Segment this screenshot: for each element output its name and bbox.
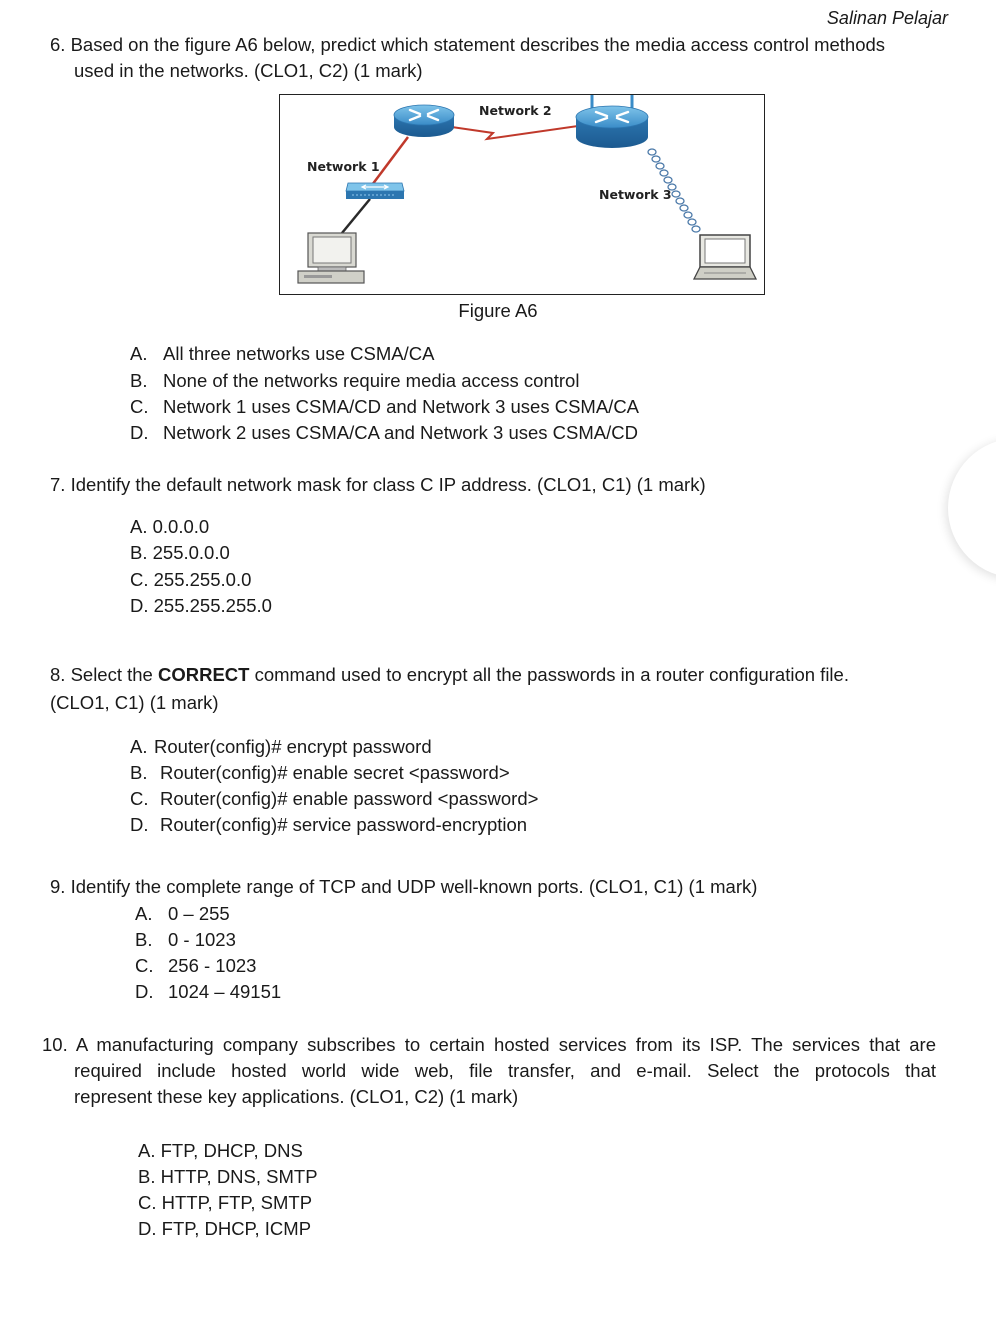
option-letter: B. [130,370,148,391]
q9-option-c [135,955,256,977]
q8-stem-emphasis: CORRECT [157,664,250,685]
q9-option-d [135,981,281,1003]
option-text: Router(config)# encrypt password [154,736,432,757]
option-text: Router(config)# enable secret <password> [160,762,510,783]
q7-option-d: D. 255.255.255.0 [130,595,272,616]
router-icon [394,105,454,137]
figure-caption: Figure A6 [458,300,538,321]
q9-option-a [135,903,230,925]
option-letter: D. [130,422,149,443]
q10-option-d: D. FTP, DHCP, ICMP [138,1218,312,1239]
option-text: All three networks use CSMA/CA [163,343,435,364]
q10-stem-line2: required include hosted world wide web, file transfer, and e-mail. Select the protocols that [74,1060,936,1081]
q9-stem: 9. Identify the complete range of TCP and UDP well-known ports. (CLO1, C1) (1 mark) [50,876,758,897]
q8-option-d [130,814,527,836]
q10-stem-line1: 10. A manufacturing company subscribes to certain hosted services from its ISP. The services that are [42,1034,936,1055]
wireless-router-icon [576,95,648,148]
option-letter: C. [130,396,149,417]
option-letter: A. [130,736,148,757]
q10-option-b: B. HTTP, DNS, SMTP [138,1166,318,1187]
option-letter: C. [135,955,154,976]
option-letter: A. [135,903,153,924]
q8-stem-post: command used to encrypt all the passwords in a router configuration file. [249,664,849,685]
q6-stem-line2: used in the networks. (CLO1, C2) (1 mark) [74,60,423,81]
q6-option-b [130,370,579,392]
option-letter: B. [135,929,153,950]
q7-option-b: B. 255.0.0.0 [130,542,230,563]
q8-option-c [130,788,538,810]
option-letter: D. [130,814,149,835]
option-letter: B. [130,762,148,783]
option-text: Router(config)# service password-encryption [160,814,528,835]
figure-a6 [279,94,765,295]
link-serial-network2 [438,125,585,139]
option-text: 256 - 1023 [168,955,257,976]
q6-option-d [130,422,638,444]
option-text: Network 2 uses CSMA/CA and Network 3 uses CSMA/CD [163,422,638,443]
network3-label: Network 3 [599,187,672,202]
network-diagram [280,95,763,293]
network2-label: Network 2 [479,103,552,118]
link-switch-pc [342,199,370,233]
option-text: 0 - 1023 [168,929,236,950]
q8-stem-pre: 8. Select the [50,664,158,685]
floating-side-widget[interactable] [948,438,996,578]
option-text: 0 – 255 [168,903,230,924]
laptop-icon [694,235,756,279]
q6-option-c [130,396,639,418]
q7-option-c: C. 255.255.0.0 [130,569,252,590]
option-letter: C. [130,788,149,809]
option-text: Router(config)# enable password <password> [160,788,539,809]
network1-label: Network 1 [307,159,380,174]
switch-icon [346,183,404,199]
q7-stem: 7. Identify the default network mask for class C IP address. (CLO1, C1) (1 mark) [50,474,706,495]
q6-stem-line1: 6. Based on the figure A6 below, predict which statement describes the media access control methods [50,34,886,55]
q10-option-a: A. FTP, DHCP, DNS [138,1140,303,1161]
q9-option-b [135,929,236,951]
document-header: Salinan Pelajar [826,8,948,28]
q8-option-b [130,762,510,784]
option-text: None of the networks require media access control [163,370,580,391]
q6-option-a [130,343,434,365]
q10-stem-line3: represent these key applications. (CLO1, C2) (1 mark) [74,1086,519,1107]
q7-option-a: A. 0.0.0.0 [130,516,210,537]
q8-stem-line1 [50,664,849,686]
option-text: 1024 – 49151 [168,981,282,1002]
option-text: Network 1 uses CSMA/CD and Network 3 uses CSMA/CA [163,396,640,417]
desktop-pc-icon [298,233,364,283]
q8-option-a [130,736,432,758]
q10-option-c: C. HTTP, FTP, SMTP [138,1192,313,1213]
option-letter: A. [130,343,148,364]
q8-stem-line2: (CLO1, C1) (1 mark) [50,692,219,713]
option-letter: D. [135,981,154,1002]
